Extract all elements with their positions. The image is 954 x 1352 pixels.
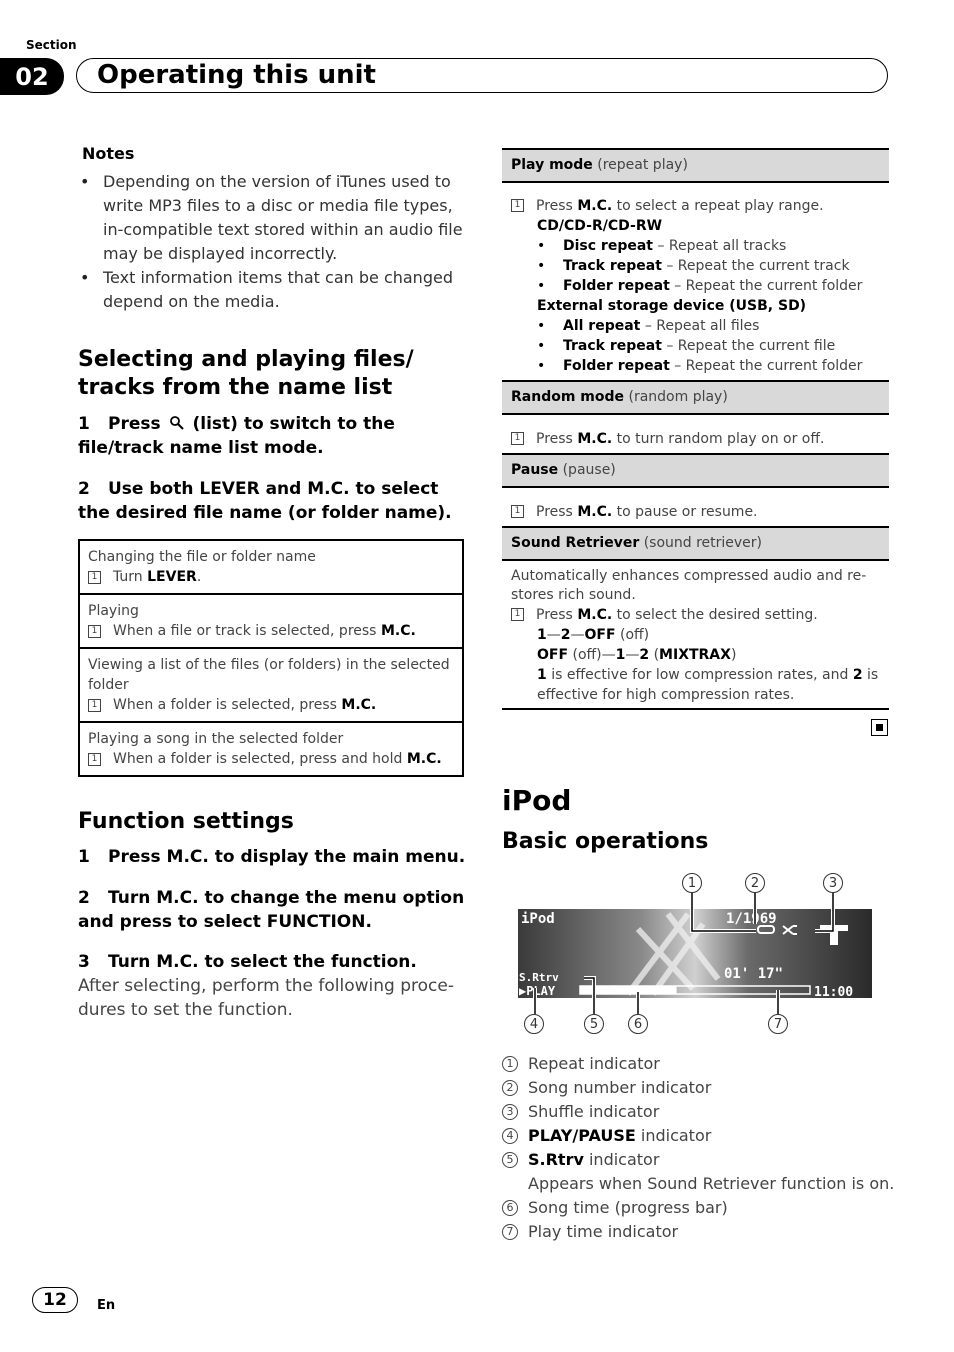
row-bold: LEVER	[147, 569, 197, 585]
step-box: 1	[88, 753, 101, 766]
srtrv-label: S.Rtrv	[519, 971, 559, 984]
bullet-text: – Repeat all files	[644, 318, 760, 334]
indicator-legend	[502, 1052, 902, 1244]
opt: 2	[560, 627, 571, 643]
list-item	[502, 1124, 902, 1148]
desc-text: to select the desired setting.	[616, 607, 818, 623]
list-item	[502, 1172, 902, 1196]
notes-title: Notes	[82, 144, 135, 163]
legend-text: Song number indicator	[528, 1078, 712, 1097]
mode-sub: (pause)	[562, 462, 616, 478]
row-text: Turn	[113, 569, 143, 585]
bullet-bold: All repeat	[563, 318, 641, 334]
function-heading: Function settings	[78, 809, 294, 834]
legend-number: 5	[502, 1152, 518, 1168]
press-text: Press	[536, 607, 573, 623]
list-item	[502, 1052, 902, 1076]
step-number: 2	[78, 479, 90, 499]
press-text: Press	[536, 198, 573, 214]
desc-text: to select a repeat play range.	[616, 198, 824, 214]
callout-5: 5	[584, 1014, 604, 1034]
step-text: Turn M.C. to change the menu option and press to select FUNCTION.	[78, 888, 465, 932]
list-item: • Folder repeat – Repeat the current folder	[537, 278, 863, 294]
mode-sub: (random play)	[628, 389, 728, 405]
note-bold: 2	[852, 667, 863, 683]
legend-bold: S.Rtrv	[528, 1150, 584, 1169]
legend-bold: PLAY/PAUSE	[528, 1126, 636, 1145]
note-text: is effective for high compression rates.	[537, 667, 879, 703]
desc-text: to pause or resume.	[616, 504, 758, 520]
play-time: 01' 17"	[724, 966, 784, 982]
source-label: iPod	[521, 911, 555, 927]
mode-name: Random mode	[511, 389, 625, 405]
step-number: 1	[78, 414, 90, 434]
step-box: 1	[88, 625, 101, 638]
bullet-bold: Folder repeat	[563, 278, 670, 294]
bullet-bold: Track repeat	[563, 258, 662, 274]
opt: MIXTRAX	[659, 647, 731, 663]
bullet-text: – Repeat the current file	[666, 338, 836, 354]
step-box: 1	[511, 608, 524, 621]
note-item: • Depending on the version of iTunes used to write MP3 files to a disc or media file types, in-compatible text stored within an audio file may be displayed incorrectly.	[78, 170, 468, 266]
list-item	[502, 1100, 902, 1124]
ipod-heading: iPod	[502, 784, 572, 817]
legend-text: Appears when Sound Retriever function is on.	[528, 1174, 895, 1193]
mode-name: Pause	[511, 462, 559, 478]
paren: )	[730, 647, 737, 663]
legend-number: 2	[502, 1080, 518, 1096]
mode-name: Play mode	[511, 157, 593, 173]
step-text: Press M.C. to display the main menu.	[108, 847, 466, 867]
list-item: • All repeat – Repeat all files	[537, 318, 760, 334]
list-item	[502, 1220, 902, 1244]
step-box: 1	[88, 571, 101, 584]
legend-text: Shuffle indicator	[528, 1102, 660, 1121]
row-text: When a folder is selected, press	[113, 697, 337, 713]
list-item	[502, 1196, 902, 1220]
mode-name: Sound Retriever	[511, 535, 640, 551]
callout-1: 1	[682, 873, 702, 893]
list-item	[502, 1148, 902, 1172]
row-bold: M.C.	[341, 697, 377, 713]
play-pause-label: ▶PLAY	[519, 984, 556, 998]
legend-number: 4	[502, 1128, 518, 1144]
opt-note: (off)—	[572, 647, 616, 663]
page-number: 12	[32, 1287, 78, 1313]
step-box: 1	[511, 199, 524, 212]
note-item: • Text information items that can be changed depend on the media.	[78, 266, 468, 314]
list-item: • Track repeat – Repeat the current track	[537, 258, 850, 274]
basic-operations-heading: Basic operations	[502, 829, 709, 854]
opt-note: (off)	[619, 627, 650, 643]
bullet-bold: Folder repeat	[563, 358, 670, 374]
mc-text: M.C.	[577, 504, 613, 520]
section-number: 02	[0, 58, 64, 95]
press-text: Press	[536, 431, 573, 447]
row-title: Viewing a list of the files (or folders) in the selected folder	[88, 657, 450, 693]
mode-sub: (repeat play)	[597, 157, 688, 173]
opt: 2	[639, 647, 650, 663]
opt: 1	[615, 647, 626, 663]
mc-text: M.C.	[577, 198, 613, 214]
bullet-text: – Repeat the current folder	[674, 358, 863, 374]
row-text: When a file or track is selected, press	[113, 623, 377, 639]
sep: —	[570, 627, 585, 643]
bullet-bold: Track repeat	[563, 338, 662, 354]
legend-text: Repeat indicator	[528, 1054, 660, 1073]
legend-text: Song time (progress bar)	[528, 1198, 728, 1217]
clock: 11:00	[814, 985, 854, 998]
step-text: Use both LEVER and M.C. to select the desired file name (or folder name).	[78, 479, 452, 523]
step-text: Press	[108, 414, 161, 434]
bullet-text: – Repeat the current track	[666, 258, 850, 274]
group-title: External storage device (USB, SD)	[537, 298, 807, 314]
list-item: • Folder repeat – Repeat the current folder	[537, 358, 863, 374]
legend-number: 3	[502, 1104, 518, 1120]
legend-number: 6	[502, 1200, 518, 1216]
callout-3: 3	[823, 873, 843, 893]
bullet-text: – Repeat the current folder	[674, 278, 863, 294]
opt: OFF	[584, 627, 616, 643]
mode-sub: (sound retriever)	[643, 535, 763, 551]
opt: 1	[537, 627, 547, 643]
note-bold: 1	[537, 667, 547, 683]
song-number: 1/1969	[726, 911, 777, 927]
paren: (	[653, 647, 660, 663]
callout-4: 4	[524, 1014, 544, 1034]
list-item: • Track repeat – Repeat the current file	[537, 338, 836, 354]
legend-text: indicator	[588, 1150, 660, 1169]
desc-text: to turn random play on or off.	[616, 431, 825, 447]
sep: —	[625, 647, 640, 663]
row-bold: M.C.	[380, 623, 416, 639]
page-title: Operating this unit	[97, 60, 376, 90]
row-title: Playing a song in the selected folder	[88, 731, 344, 747]
callout-7: 7	[768, 1014, 788, 1034]
callout-2: 2	[745, 873, 765, 893]
legend-number: 1	[502, 1056, 518, 1072]
step-number: 1	[78, 847, 90, 867]
row-bold: M.C.	[406, 751, 442, 767]
legend-number: 7	[502, 1224, 518, 1240]
step-box: 1	[511, 432, 524, 445]
mc-text: M.C.	[577, 431, 613, 447]
section-label: Section	[26, 38, 77, 52]
row-title: Changing the file or folder name	[88, 549, 316, 565]
row-title: Playing	[88, 603, 139, 619]
press-text: Press	[536, 504, 573, 520]
bullet-text: – Repeat all tracks	[657, 238, 787, 254]
legend-text: Play time indicator	[528, 1222, 679, 1241]
mc-text: M.C.	[577, 607, 613, 623]
row-text: When a folder is selected, press and hold	[113, 751, 403, 767]
bullet-bold: Disc repeat	[563, 238, 653, 254]
sr-intro: Automatically enhances compressed audio and re-stores rich sound.	[511, 568, 867, 603]
group-title: CD/CD-R/CD-RW	[537, 218, 663, 234]
sep: —	[546, 627, 561, 643]
step-box: 1	[511, 505, 524, 518]
selecting-heading: Selecting and playing files/ tracks from the name list	[78, 347, 414, 400]
step-number: 2	[78, 888, 90, 908]
step-text: Turn M.C. to select the function.	[108, 952, 417, 972]
row-tail: .	[196, 569, 202, 585]
callout-6: 6	[628, 1014, 648, 1034]
function-description: After selecting, perform the following proce-dures to set the function.	[78, 976, 454, 1020]
opt: OFF	[537, 647, 569, 663]
list-item: • Disc repeat – Repeat all tracks	[537, 238, 787, 254]
legend-text: indicator	[640, 1126, 712, 1145]
language-label: En	[97, 1298, 116, 1313]
step-text: (list) to switch to the file/track name list mode.	[78, 414, 395, 458]
step-box: 1	[88, 699, 101, 712]
note-text: is effective for low compression rates, and	[551, 667, 849, 683]
step-number: 3	[78, 952, 90, 972]
list-item	[502, 1076, 902, 1100]
